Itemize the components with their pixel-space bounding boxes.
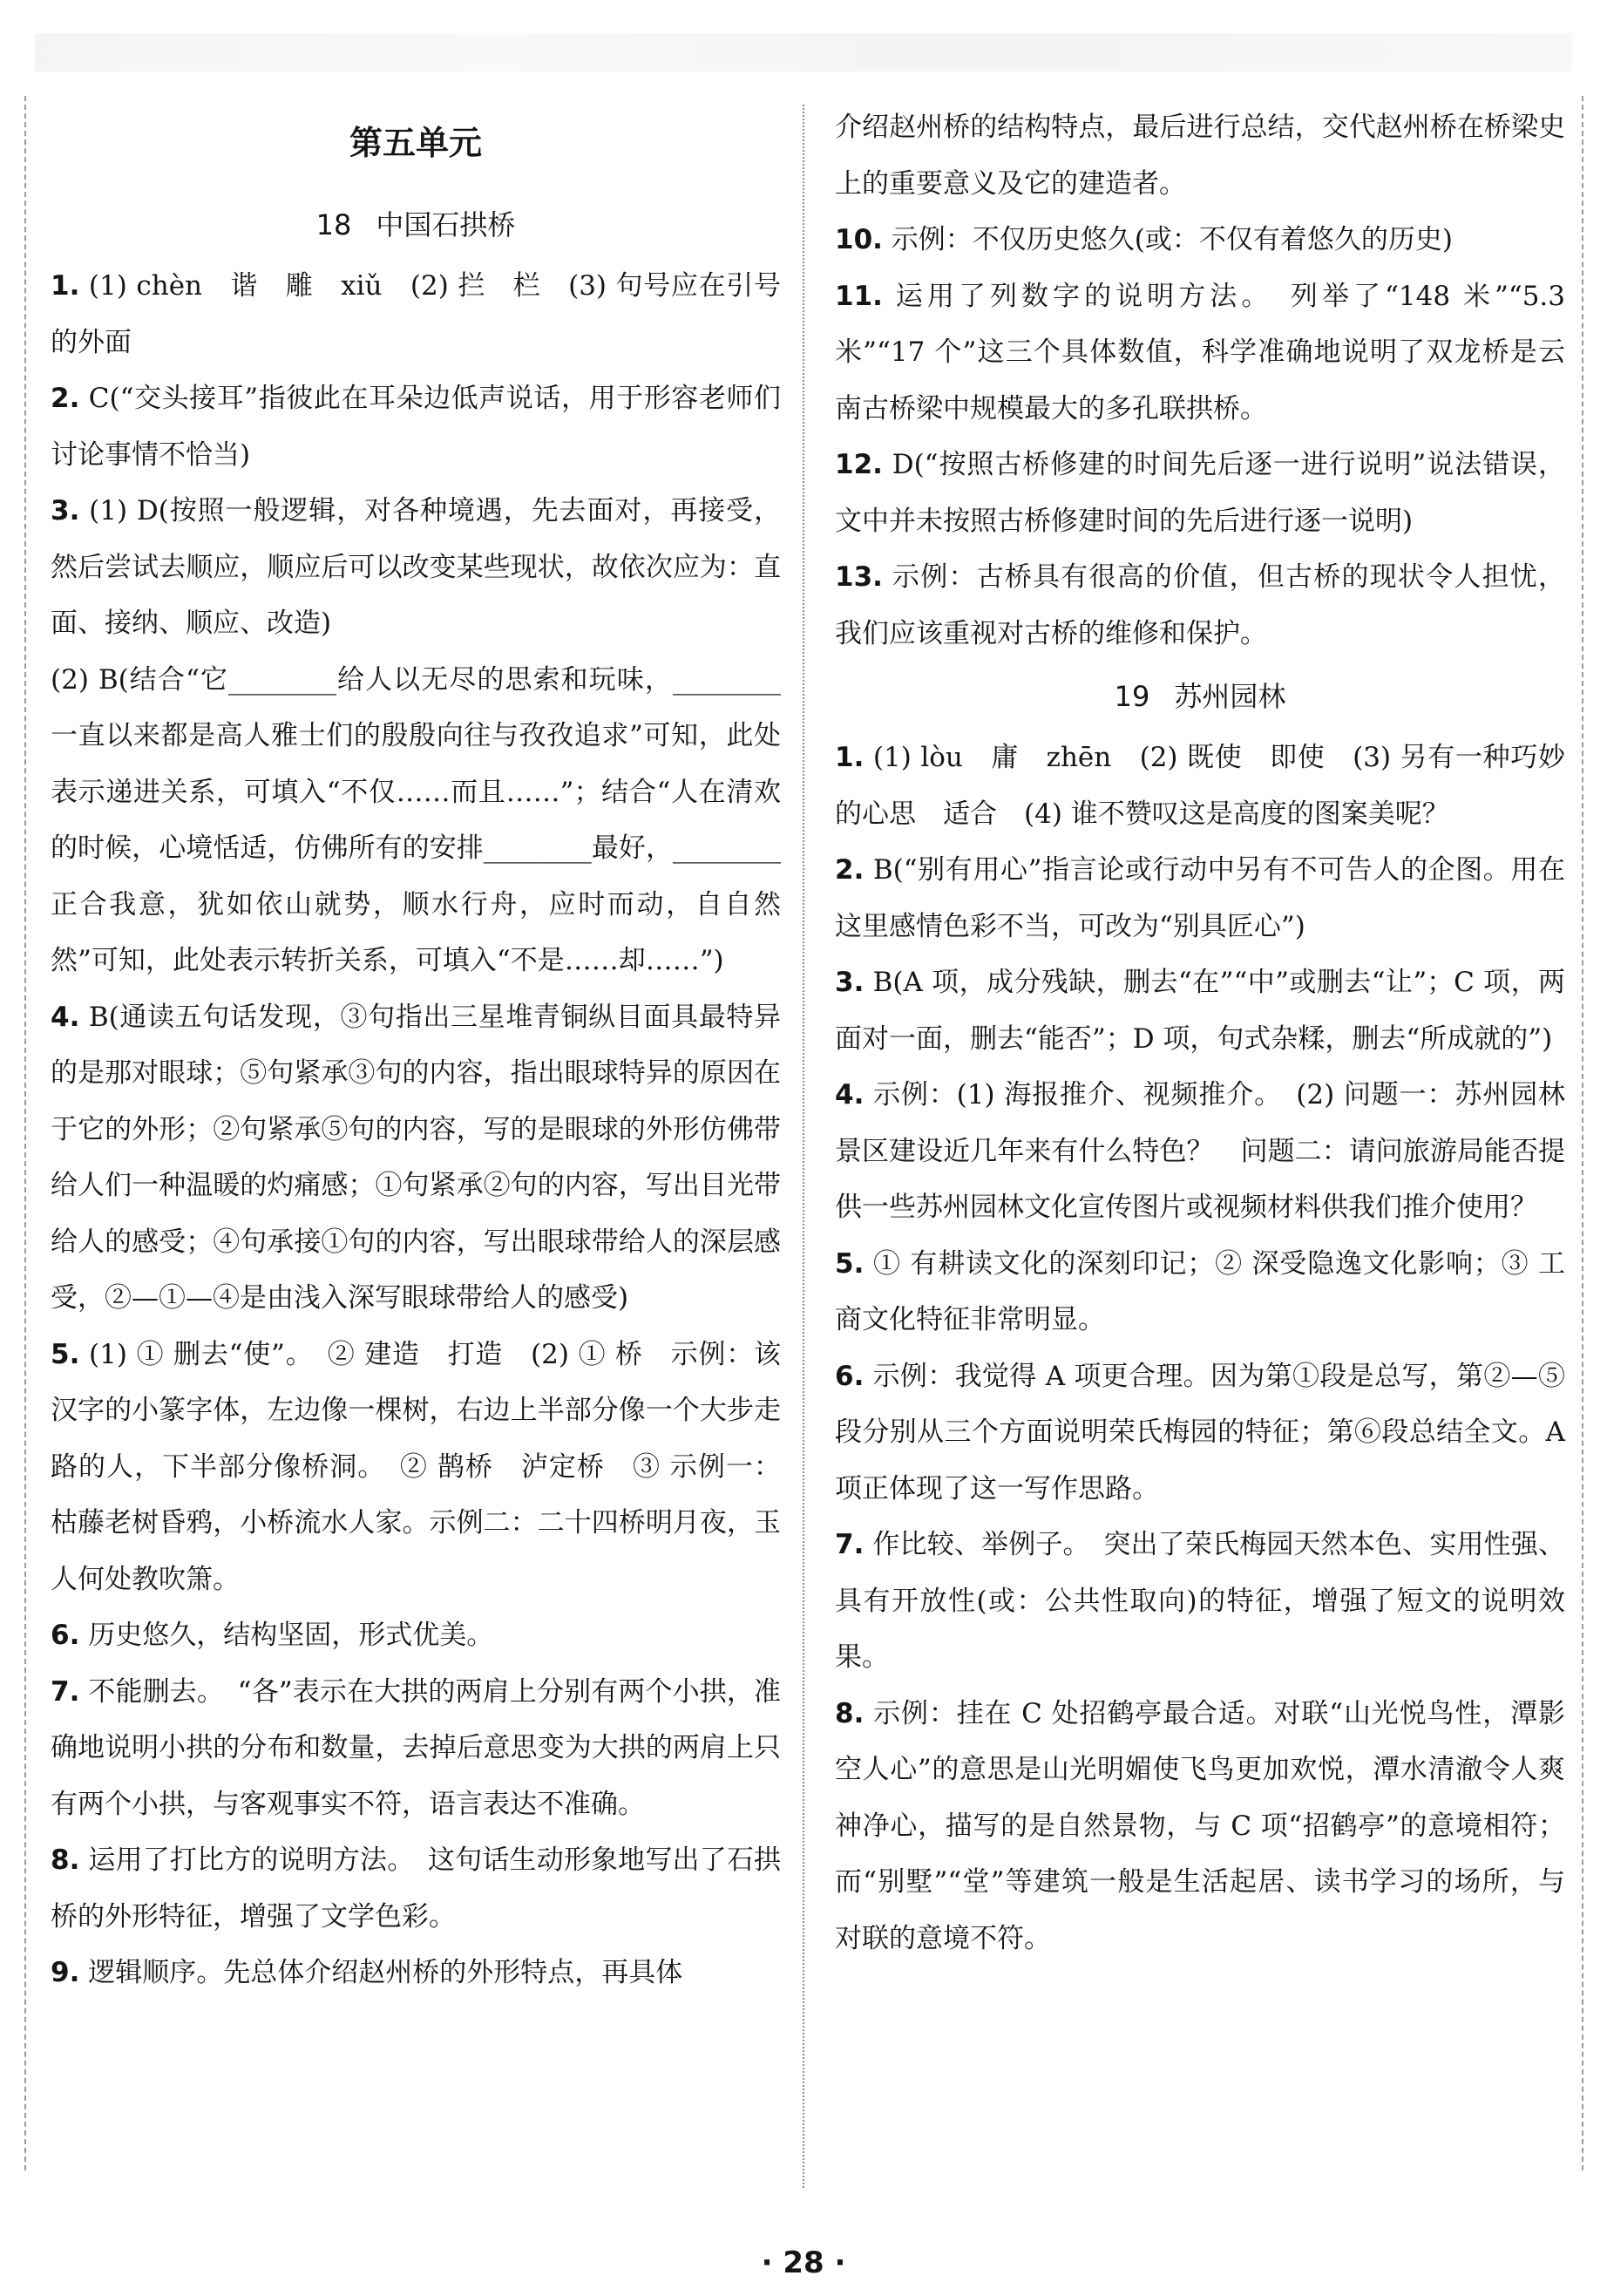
right-answer-list-b xyxy=(835,730,1565,1967)
answer-item xyxy=(835,730,1565,842)
section-number: 19 xyxy=(1114,680,1150,713)
answer-item xyxy=(51,258,781,370)
answer-text: B(通读五句话发现，③句指出三星堆青铜纵目面具最特异的是那对眼球；⑤句紧承③句的内容，指出眼球特异的原因在于它的外形；②句紧承⑤句的内容，写的是眼球的外形仿佛带给人们一种温暖的灼痛感；①句紧承②句的内容，写出目光带给人的感受；④句承接①句的内容，写出眼球带给人的深层感受，②—①—④是由浅入深写眼球带给人的感受) xyxy=(51,1001,782,1314)
answer-number: 7. xyxy=(835,1529,865,1560)
answer-item xyxy=(51,989,781,1327)
right-margin-line xyxy=(1582,96,1583,2170)
left-column xyxy=(51,103,781,2001)
left-answer-list xyxy=(51,258,781,2001)
answer-text: B(“别有用心”指言论或行动中另有不可告人的企图。用在这里感情色彩不当，可改为“别具匠心”) xyxy=(835,854,1565,942)
column-divider xyxy=(803,105,804,2188)
answer-text: 不能删去。 “各”表示在大拱的两肩上分别有两个小拱，准确地说明小拱的分布和数量，去掉后意思变为大拱的两肩上只有两个小拱，与客观事实不符，语言表达不准确。 xyxy=(51,1675,781,1820)
answer-number: 9. xyxy=(51,1957,80,1988)
section-name: 苏州园林 xyxy=(1174,680,1286,713)
answer-item xyxy=(51,1832,781,1945)
continued-answer: 介绍赵州桥的结构特点，最后进行总结，交代赵州桥在桥梁史上的重要意义及它的建造者。 xyxy=(835,112,1565,200)
answer-number: 7. xyxy=(51,1675,80,1708)
answer-number: 5. xyxy=(835,1247,865,1280)
answer-text: B(A 项，成分残缺，删去“在”“中”或删去“让”；C 项，两面对一面，删去“能否”；D 项，句式杂糅，删去“所成就的”) xyxy=(835,967,1566,1055)
answer-item xyxy=(51,1607,781,1664)
answer-text: (1) lòu 庸 zhēn (2) 既使 即使 (3) 另有一种巧妙的心思 适合 (4) 谁不赞叹这是高度的图案美呢？ xyxy=(835,742,1565,830)
scan-shadow-band xyxy=(35,33,1572,71)
answer-number: 12. xyxy=(835,449,883,480)
answer-number: 3. xyxy=(835,967,865,998)
section-title-18 xyxy=(51,197,781,253)
answer-number: 3. xyxy=(51,495,80,526)
section-number: 18 xyxy=(315,208,352,241)
answer-item xyxy=(835,1517,1565,1686)
answer-text: 示例：不仅历史悠久(或：不仅有着悠久的历史) xyxy=(891,224,1453,255)
answer-text: (1) ① 删去“使”。 ② 建造 打造 (2) ① 桥 示例：该汉字的小篆字体，左边像一棵树，右边上半部分像一个大步走路的人，下半部分像桥洞。 ② 鹊桥 泸定桥 ③ 示例一：枯藤老树昏鸦，小桥流水人家。示例二：二十四桥明月夜，玉人何处教吹箫。 xyxy=(51,1338,781,1595)
answer-text: 示例：挂在 C 处招鹤亭最合适。对联“山光悦鸟性，潭影空人心”的意思是山光明媚使飞鸟更加欢悦，潭水清澈令人爽神净心，描写的是自然景物，与 C 项“招鹤亭”的意境相符；而“别墅”“堂”等建筑一般是生活起居、读书学习的场所，与对联的意境不符。 xyxy=(835,1697,1566,1954)
answer-item xyxy=(835,549,1565,662)
answer-item xyxy=(51,1327,781,1608)
answer-item xyxy=(835,954,1565,1067)
answer-number: 11. xyxy=(835,280,883,312)
left-margin-line xyxy=(24,96,26,2170)
section-name: 中国石拱桥 xyxy=(376,208,516,241)
page-number: · 28 · xyxy=(761,2245,846,2280)
answer-item xyxy=(51,652,781,989)
answer-number: 4. xyxy=(835,1079,865,1111)
answer-text: 示例：(1) 海报推介、视频推介。 (2) 问题一：苏州园林景区建设近几年来有什么特色？ 问题二：请问旅游局能否提供一些苏州园林文化宣传图片或视频材料供我们推介使用？ xyxy=(835,1079,1565,1223)
section-title-19 xyxy=(835,669,1565,724)
answer-number: 1. xyxy=(51,270,80,302)
answer-text: D(“按照古桥修建的时间先后逐一进行说明”说法错误，文中并未按照古桥修建时间的先后进行逐一说明) xyxy=(835,449,1565,537)
answer-text: 历史悠久，结构坚固，形式优美。 xyxy=(88,1620,494,1651)
answer-item xyxy=(51,1664,781,1833)
answer-item xyxy=(835,1686,1565,1967)
answer-item xyxy=(835,1236,1565,1348)
answer-number: 5. xyxy=(51,1338,80,1370)
answer-text: 运用了打比方的说明方法。 这句话生动形象地写出了石拱桥的外形特征，增强了文学色彩。 xyxy=(51,1844,782,1933)
answer-number: 6. xyxy=(51,1620,80,1651)
right-column xyxy=(835,99,1565,1967)
answer-item xyxy=(51,370,781,483)
answer-number: 6. xyxy=(835,1360,865,1392)
answer-number: 13. xyxy=(835,561,883,593)
answer-text: 运用了列数字的说明方法。 列举了“148 米”“5.3 米”“17 个”这三个具体数值，科学准确地说明了双龙桥是云南古桥梁中规模最大的多孔联拱桥。 xyxy=(835,280,1565,425)
answer-number: 10. xyxy=(835,224,883,255)
answer-item xyxy=(51,1945,781,2001)
answer-item xyxy=(835,842,1565,954)
answer-item xyxy=(835,268,1565,438)
answer-item xyxy=(835,212,1565,268)
answer-text: 作比较、举例子。 突出了荣氏梅园天然本色、实用性强、具有开放性(或：公共性取向)的特征，增强了短文的说明效果。 xyxy=(835,1529,1566,1673)
answer-text: (1) chèn 谐 雕 xiǔ (2) 拦 栏 (3) 句号应在引号的外面 xyxy=(51,270,781,358)
answer-number: 4. xyxy=(51,1001,80,1033)
answer-text: ① 有耕读文化的深刻印记；② 深受隐逸文化影响；③ 工商文化特征非常明显。 xyxy=(835,1247,1565,1335)
answer-text: (1) D(按照一般逻辑，对各种境遇，先去面对，再接受，然后尝试去顺应，顺应后可以改变某些现状，故依次应为：直面、接纳、顺应、改造) xyxy=(51,495,781,639)
answer-number: 8. xyxy=(51,1844,80,1876)
answer-item xyxy=(835,1067,1565,1236)
right-answer-list-a xyxy=(835,212,1565,662)
answer-number: 1. xyxy=(835,742,865,773)
unit-title: 第五单元 xyxy=(349,124,482,162)
answer-item xyxy=(835,1348,1565,1518)
answer-number: 2. xyxy=(51,383,80,414)
answer-text: C(“交头接耳”指彼此在耳朵边低声说话，用于形容老师们讨论事情不恰当) xyxy=(51,383,781,471)
answer-number: 2. xyxy=(835,854,865,886)
answer-text: 逻辑顺序。先总体介绍赵州桥的外形特点，再具体 xyxy=(88,1957,683,1988)
answer-text: (2) B(结合“它________给人以无尽的思索和玩味，________一直以来都是高人雅士们的殷殷向往与孜孜追求”可知，此处表示递进关系，可填入“不仅……而且……”；结合“人在清欢的时候，心境恬适，仿佛所有的安排________最好，________正合我意，犹如依山就势，顺水行舟，应时而动，自自然然”可知，此处表示转折关系，可填入“不是……却……”) xyxy=(51,663,781,976)
answer-item xyxy=(51,483,781,652)
answer-item xyxy=(835,437,1565,549)
answer-text: 示例：古桥具有很高的价值，但古桥的现状令人担忧，我们应该重视对古桥的维修和保护。 xyxy=(835,561,1565,649)
answer-text: 示例：我觉得 A 项更合理。因为第①段是总写，第②—⑤段分别从三个方面说明荣氏梅园的特征；第⑥段总结全文。A 项正体现了这一写作思路。 xyxy=(835,1360,1566,1505)
answer-number: 8. xyxy=(835,1697,865,1729)
